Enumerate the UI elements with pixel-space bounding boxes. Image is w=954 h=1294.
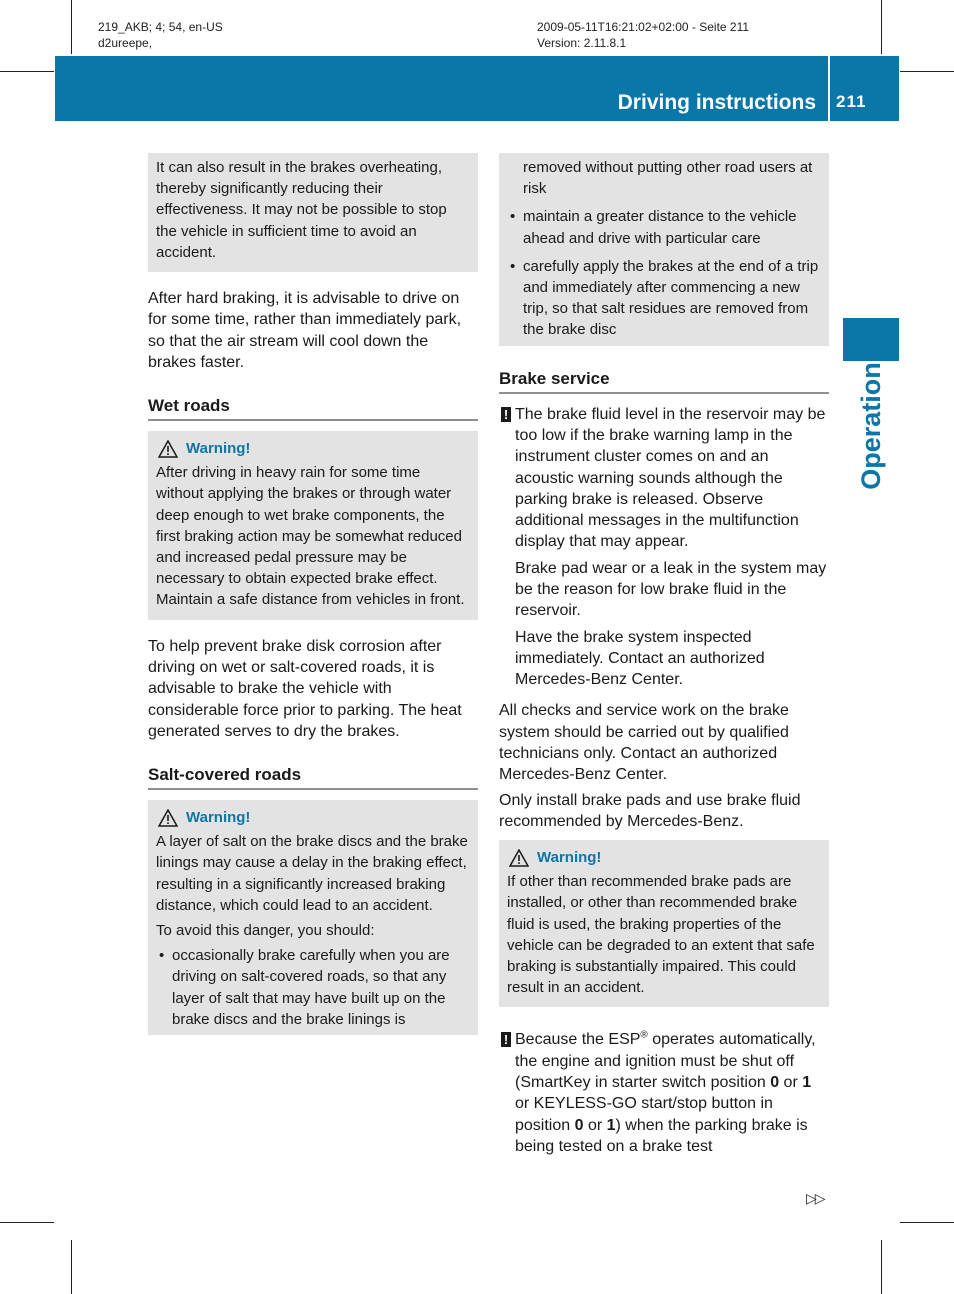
- warning-text: After driving in heavy rain for some time without applying the brakes or through water deep enough to wet brake components, the first braking action may be somewhat reduced and increased pedal pressure may be necessary to obtain expected brake effect. Maintain a safe distance from vehicles in front.: [156, 464, 465, 609]
- registered-mark: ®: [640, 1030, 648, 1042]
- exclamation-icon: !: [501, 407, 511, 422]
- print-meta-line: 2009-05-11T16:21:02+02:00 - Seite 211: [537, 20, 750, 34]
- print-meta-left: [98, 19, 223, 51]
- bullet-symbol: •: [510, 208, 516, 226]
- left-column: [148, 153, 478, 1051]
- exclamation-icon: !: [501, 1032, 511, 1047]
- note-block: [499, 1029, 829, 1157]
- note-text-part: or KEYLESS-GO start/stop button in position: [515, 1095, 773, 1134]
- note-text: Have the brake system inspected immediately. Contact an authorized Mercedes-Benz Center.: [515, 628, 765, 689]
- page-title: Driving instructions: [617, 91, 816, 114]
- note-text: [515, 1031, 816, 1154]
- bullet-symbol: •: [510, 257, 516, 275]
- list-item-text: maintain a greater distance to the vehicle ahead and drive with particular care: [523, 208, 797, 247]
- warning-triangle-icon: [158, 440, 178, 458]
- print-meta-line: Version: 2.11.8.1: [537, 36, 627, 50]
- warning-label: Warning!: [186, 809, 251, 827]
- list-item: [507, 206, 821, 248]
- warning-text: A layer of salt on the brake discs and the brake linings may cause a delay in the braking effect, resulting in a significantly increased braking distance, which could lead to an accident.: [156, 833, 468, 914]
- continued-arrow-icon: ▷▷: [806, 1190, 824, 1206]
- crop-mark: [71, 0, 72, 54]
- bullet-symbol: •: [159, 947, 165, 965]
- print-meta-line: d2ureepe,: [98, 36, 153, 50]
- crop-mark: [900, 71, 954, 72]
- warning-triangle-icon: [509, 849, 529, 867]
- list-item-text: carefully apply the brakes at the end of a trip and immediately after commencing a new trip, so that salt residues are removed from the brake disc: [523, 257, 819, 339]
- note-text-part: ) when the parking brake is being tested on a brake test: [515, 1116, 808, 1155]
- note-text-part: or: [583, 1116, 607, 1134]
- warning-label: Warning!: [537, 849, 602, 867]
- list-item-text: occasionally brake carefully when you are driving on salt-covered roads, so that any layer of salt that may have built up on the brake discs and the brake linings is: [172, 947, 450, 1028]
- crop-mark: [71, 1240, 72, 1294]
- section-title-brake-service: Brake service: [499, 368, 829, 394]
- warning-header: [507, 847, 821, 869]
- position-value: 1: [606, 1116, 616, 1134]
- header-divider: [828, 56, 830, 121]
- right-column: [499, 153, 829, 1162]
- crop-mark: [881, 1240, 882, 1294]
- crop-mark: [881, 0, 882, 54]
- paragraph: To help prevent brake disk corrosion after driving on wet or salt-covered roads, it is advisable to brake the vehicle with considerable force prior to parking. The heat generated serves to dry the brakes.: [148, 637, 462, 740]
- warning-box: [499, 840, 829, 1007]
- paragraph: All checks and service work on the brake system should be carried out by qualified technicians only. Contact an authorized Mercedes-Benz Center.: [499, 702, 789, 784]
- warning-continuation-box: [148, 153, 478, 272]
- box-text: It can also result in the brakes overheating, thereby significantly reducing their effectiveness. It may not be possible to stop the vehicle in sufficient time to avoid an accident.: [156, 159, 447, 261]
- warning-box: [148, 431, 478, 619]
- section-title-salt-roads: Salt-covered roads: [148, 764, 478, 790]
- paragraph: After hard braking, it is advisable to drive on for some time, rather than immediately park, so that the air stream will cool down the brakes faster.: [148, 290, 462, 371]
- note-text-part: operates automatically, the engine and ignition must be shut off (SmartKey in starter switch position: [515, 1031, 816, 1092]
- warning-header: [156, 807, 470, 829]
- warning-continuation-box: [499, 153, 829, 346]
- position-value: 0: [574, 1116, 584, 1134]
- crop-mark: [900, 1222, 954, 1223]
- page-number: 211: [836, 92, 867, 111]
- crop-mark: [0, 71, 54, 72]
- print-meta-right: [537, 19, 749, 51]
- print-meta-line: 219_AKB; 4; 54, en-US: [98, 20, 223, 34]
- note-text-part: Because the ESP: [515, 1031, 641, 1049]
- warning-box: [148, 800, 478, 1035]
- list-item: [156, 945, 470, 1030]
- warning-header: [156, 438, 470, 460]
- note-text-part: or: [779, 1074, 803, 1092]
- warning-text: To avoid this danger, you should:: [156, 921, 375, 939]
- list-item: [507, 256, 821, 341]
- note-text: The brake fluid level in the reservoir may be too low if the brake warning lamp in the instrument cluster comes on and an acoustic warning sounds although the parking brake is released. Observe additional messages in the multifunction display that may appear.: [515, 405, 826, 551]
- warning-label: Warning!: [186, 440, 251, 458]
- side-tab-label: Operation: [856, 362, 886, 490]
- crop-mark: [0, 1222, 54, 1223]
- position-value: 0: [770, 1074, 780, 1092]
- note-text: Brake pad wear or a leak in the system may be the reason for low brake fluid in the reservoir.: [515, 559, 827, 620]
- position-value: 1: [802, 1074, 812, 1092]
- paragraph: Only install brake pads and use brake fluid recommended by Mercedes-Benz.: [499, 791, 801, 830]
- section-title-wet-roads: Wet roads: [148, 395, 478, 421]
- list-item-text: removed without putting other road users at risk: [523, 159, 813, 198]
- warning-text: If other than recommended brake pads are installed, or other than recommended brake fluid is used, the braking properties of the vehicle can be degraded to an extent that safe braking is substantially impaired. This could result in an accident.: [507, 873, 815, 997]
- warning-triangle-icon: [158, 809, 178, 827]
- list-item: [507, 157, 821, 199]
- note-block: [499, 404, 829, 553]
